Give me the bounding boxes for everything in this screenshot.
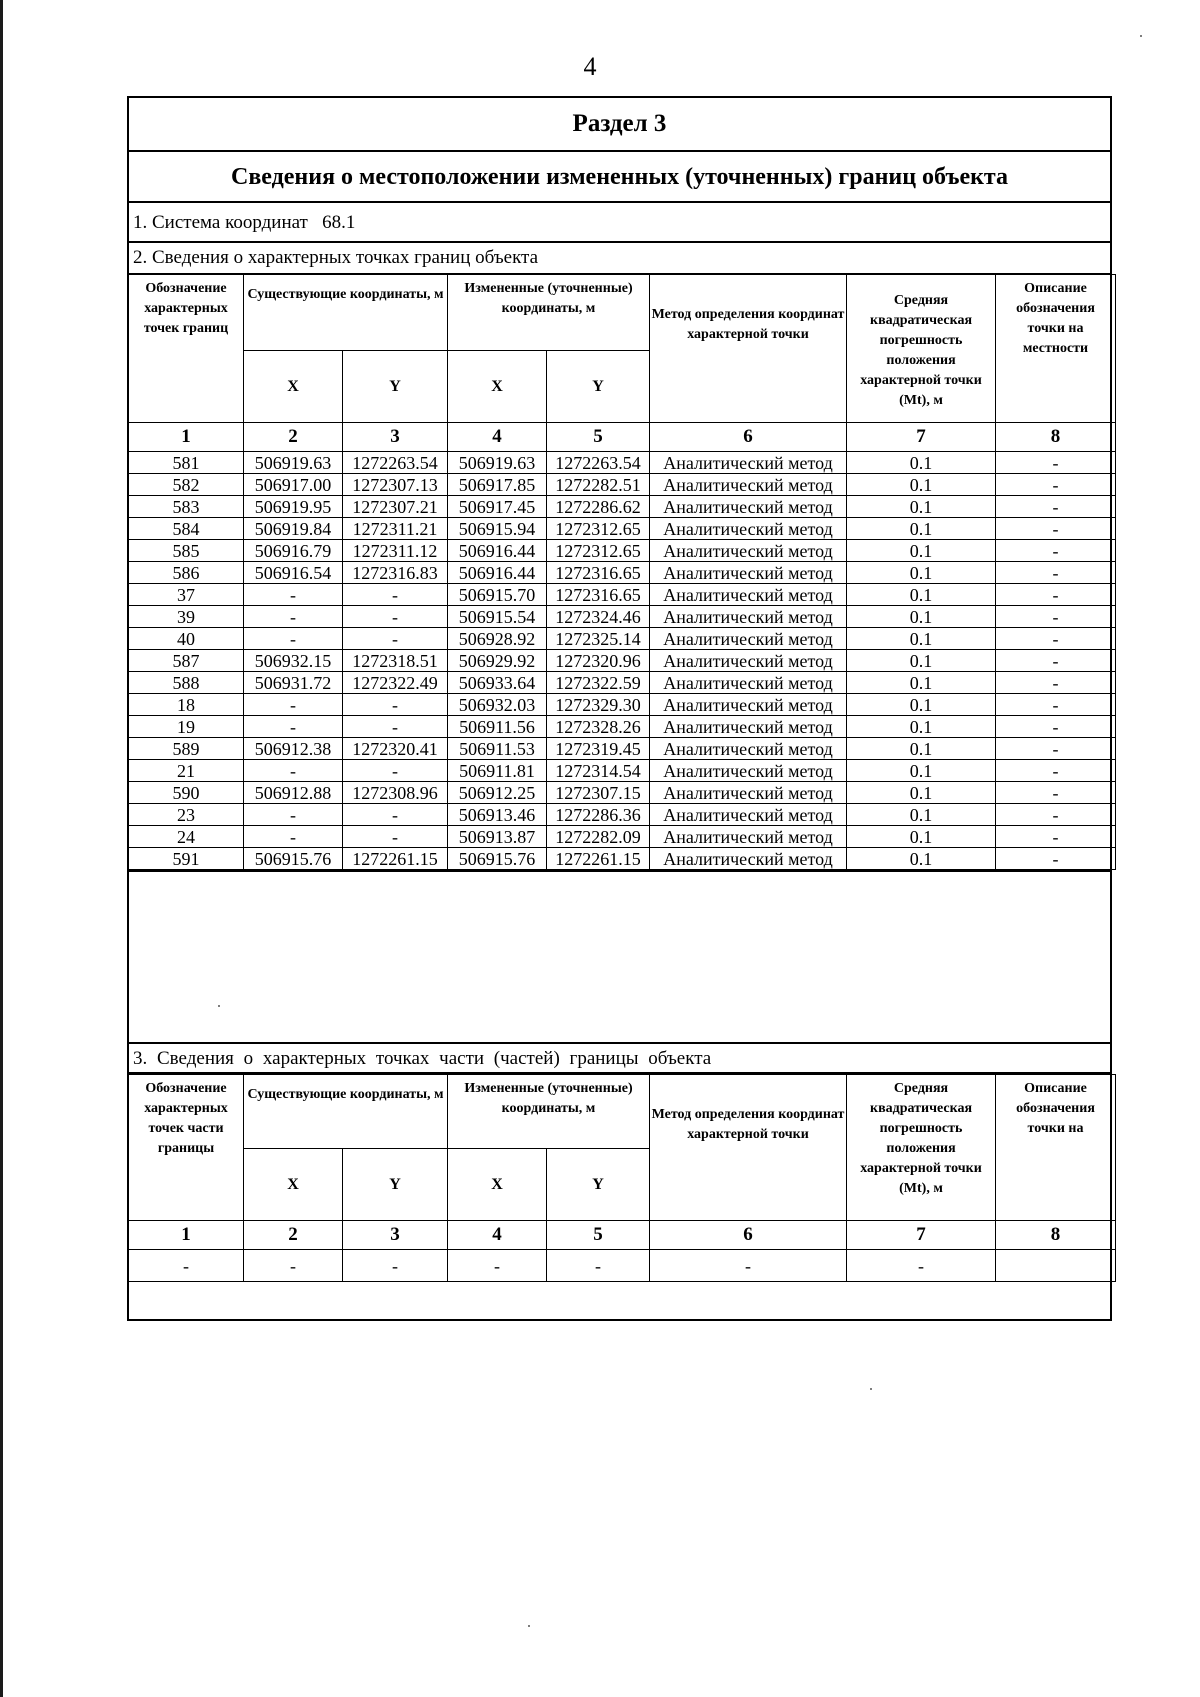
description-cell: - <box>996 452 1116 474</box>
point-id-cell: 24 <box>129 826 244 848</box>
point-id-cell: 582 <box>129 474 244 496</box>
table-row <box>129 716 1116 738</box>
coordinate-system-row <box>129 203 1110 243</box>
error-cell: 0.1 <box>847 650 996 672</box>
changed-x-cell: 506929.92 <box>448 650 547 672</box>
error-cell: 0.1 <box>847 540 996 562</box>
changed-y-cell: 1272322.59 <box>547 672 650 694</box>
scan-edge <box>0 0 3 1697</box>
description-cell: - <box>996 606 1116 628</box>
error-cell: 0.1 <box>847 518 996 540</box>
error-cell: 0.1 <box>847 782 996 804</box>
method-cell: Аналитический метод <box>650 496 847 518</box>
existing-y-cell: - <box>343 826 448 848</box>
existing-x-cell: - <box>244 826 343 848</box>
point-id-cell: 585 <box>129 540 244 562</box>
scan-speck <box>870 1388 872 1390</box>
table-row <box>129 562 1116 584</box>
existing-y-cell: 1272316.83 <box>343 562 448 584</box>
point-id-cell: 23 <box>129 804 244 826</box>
header-changed-x: X <box>448 351 547 423</box>
header-changed-coordinates: Измененные (уточненные) координаты, м <box>448 1075 650 1149</box>
header-existing-x: X <box>244 1149 343 1221</box>
changed-x-cell: 506917.85 <box>448 474 547 496</box>
existing-x-cell: 506917.00 <box>244 474 343 496</box>
table-row <box>129 650 1116 672</box>
method-cell: Аналитический метод <box>650 562 847 584</box>
description-cell: - <box>996 716 1116 738</box>
section-frame <box>127 96 1112 1321</box>
changed-x-cell: 506913.46 <box>448 804 547 826</box>
point-id-cell: 583 <box>129 496 244 518</box>
error-cell: 0.1 <box>847 562 996 584</box>
coordinate-system-value: 68.1 <box>322 212 356 233</box>
description-cell: - <box>996 694 1116 716</box>
column-number: 5 <box>547 423 650 452</box>
method-cell: Аналитический метод <box>650 826 847 848</box>
table1-caption: 2. Сведения о характерных точках границ объекта <box>129 243 1110 275</box>
changed-y-cell: 1272316.65 <box>547 562 650 584</box>
existing-y-cell: 1272311.21 <box>343 518 448 540</box>
header-existing-x: X <box>244 351 343 423</box>
changed-y-cell: 1272261.15 <box>547 848 650 870</box>
section-subtitle: Сведения о местоположении измененных (уточненных) границ объекта <box>129 152 1110 203</box>
description-cell: - <box>996 672 1116 694</box>
point-id-cell: 588 <box>129 672 244 694</box>
boundary-points-table <box>128 274 1116 870</box>
changed-y-cell: 1272286.36 <box>547 804 650 826</box>
description-cell: - <box>996 848 1116 870</box>
table-row <box>129 628 1116 650</box>
point-id-cell: 587 <box>129 650 244 672</box>
changed-y-cell: 1272329.30 <box>547 694 650 716</box>
error-cell: 0.1 <box>847 760 996 782</box>
column-number: 1 <box>129 1221 244 1250</box>
description-cell: - <box>996 628 1116 650</box>
existing-y-cell: - <box>343 760 448 782</box>
column-number: 6 <box>650 423 847 452</box>
column-number: 8 <box>996 423 1116 452</box>
point-id-cell: 590 <box>129 782 244 804</box>
method-cell: Аналитический метод <box>650 848 847 870</box>
error-cell: 0.1 <box>847 716 996 738</box>
error-cell: 0.1 <box>847 848 996 870</box>
method-cell: Аналитический метод <box>650 540 847 562</box>
table-row <box>129 540 1116 562</box>
changed-x-cell: 506915.70 <box>448 584 547 606</box>
header-existing-coordinates: Существующие координаты, м <box>244 1075 448 1149</box>
changed-x-cell: - <box>448 1250 547 1282</box>
existing-x-cell: 506912.38 <box>244 738 343 760</box>
error-cell: 0.1 <box>847 606 996 628</box>
column-number: 8 <box>996 1221 1116 1250</box>
header-point-description: Описание обозначения точки на местности <box>996 275 1116 423</box>
existing-y-cell: 1272322.49 <box>343 672 448 694</box>
column-number: 2 <box>244 1221 343 1250</box>
method-cell: Аналитический метод <box>650 694 847 716</box>
error-cell: 0.1 <box>847 584 996 606</box>
error-cell: 0.1 <box>847 738 996 760</box>
table-row <box>129 672 1116 694</box>
method-cell: Аналитический метод <box>650 474 847 496</box>
changed-y-cell: 1272312.65 <box>547 518 650 540</box>
point-id-cell: 18 <box>129 694 244 716</box>
changed-y-cell: 1272328.26 <box>547 716 650 738</box>
changed-y-cell: 1272324.46 <box>547 606 650 628</box>
point-id-cell: 40 <box>129 628 244 650</box>
error-cell: - <box>847 1250 996 1282</box>
description-cell: - <box>996 760 1116 782</box>
table-row <box>129 474 1116 496</box>
existing-y-cell: - <box>343 584 448 606</box>
header-existing-coordinates: Существующие координаты, м <box>244 275 448 351</box>
changed-x-cell: 506933.64 <box>448 672 547 694</box>
method-cell: Аналитический метод <box>650 628 847 650</box>
existing-x-cell: 506919.84 <box>244 518 343 540</box>
section-title: Раздел 3 <box>129 98 1110 152</box>
method-cell: Аналитический метод <box>650 760 847 782</box>
error-cell: 0.1 <box>847 474 996 496</box>
column-number: 3 <box>343 423 448 452</box>
changed-y-cell: - <box>547 1250 650 1282</box>
changed-y-cell: 1272282.51 <box>547 474 650 496</box>
table-row <box>129 1250 1116 1282</box>
column-number: 1 <box>129 423 244 452</box>
header-changed-coordinates: Измененные (уточненные) координаты, м <box>448 275 650 351</box>
coordinate-system-label: 1. Система координат <box>133 212 308 233</box>
table-row <box>129 738 1116 760</box>
point-id-cell: - <box>129 1250 244 1282</box>
existing-y-cell: 1272311.12 <box>343 540 448 562</box>
changed-y-cell: 1272316.65 <box>547 584 650 606</box>
error-cell: 0.1 <box>847 496 996 518</box>
error-cell: 0.1 <box>847 672 996 694</box>
existing-x-cell: 506916.79 <box>244 540 343 562</box>
existing-x-cell: 506912.88 <box>244 782 343 804</box>
column-number: 4 <box>448 1221 547 1250</box>
column-number: 6 <box>650 1221 847 1250</box>
point-id-cell: 591 <box>129 848 244 870</box>
method-cell: Аналитический метод <box>650 518 847 540</box>
existing-x-cell: 506916.54 <box>244 562 343 584</box>
table-row <box>129 518 1116 540</box>
existing-x-cell: 506932.15 <box>244 650 343 672</box>
existing-y-cell: - <box>343 694 448 716</box>
existing-y-cell: - <box>343 628 448 650</box>
existing-x-cell: - <box>244 1250 343 1282</box>
existing-y-cell: 1272261.15 <box>343 848 448 870</box>
table2-caption: 3. Сведения о характерных точках части (частей) границы объекта <box>129 1042 1110 1074</box>
existing-x-cell: 506919.63 <box>244 452 343 474</box>
method-cell: Аналитический метод <box>650 716 847 738</box>
table-row <box>129 496 1116 518</box>
existing-y-cell: 1272307.21 <box>343 496 448 518</box>
column-number-row <box>129 423 1116 452</box>
header-point-designation: Обозначение характерных точек границ <box>129 275 244 423</box>
description-cell: - <box>996 782 1116 804</box>
description-cell: - <box>996 540 1116 562</box>
table-row <box>129 782 1116 804</box>
scan-speck <box>218 1005 220 1007</box>
existing-y-cell: - <box>343 804 448 826</box>
column-number: 7 <box>847 423 996 452</box>
changed-x-cell: 506911.53 <box>448 738 547 760</box>
changed-x-cell: 506915.54 <box>448 606 547 628</box>
existing-x-cell: - <box>244 716 343 738</box>
description-cell: - <box>996 562 1116 584</box>
existing-x-cell: 506931.72 <box>244 672 343 694</box>
changed-x-cell: 506912.25 <box>448 782 547 804</box>
scan-speck <box>1140 35 1142 37</box>
changed-y-cell: 1272314.54 <box>547 760 650 782</box>
table-row <box>129 804 1116 826</box>
changed-y-cell: 1272312.65 <box>547 540 650 562</box>
changed-y-cell: 1272307.15 <box>547 782 650 804</box>
description-cell: - <box>996 518 1116 540</box>
scan-speck <box>528 1625 530 1627</box>
existing-x-cell: - <box>244 804 343 826</box>
header-changed-y: Y <box>547 351 650 423</box>
boundary-part-points-table <box>128 1074 1116 1282</box>
column-number-row <box>129 1221 1116 1250</box>
point-id-cell: 37 <box>129 584 244 606</box>
existing-x-cell: - <box>244 606 343 628</box>
method-cell: - <box>650 1250 847 1282</box>
existing-y-cell: 1272318.51 <box>343 650 448 672</box>
description-cell: - <box>996 474 1116 496</box>
error-cell: 0.1 <box>847 804 996 826</box>
header-existing-y: Y <box>343 1149 448 1221</box>
changed-x-cell: 506919.63 <box>448 452 547 474</box>
changed-y-cell: 1272263.54 <box>547 452 650 474</box>
existing-x-cell: 506919.95 <box>244 496 343 518</box>
changed-y-cell: 1272320.96 <box>547 650 650 672</box>
table-row <box>129 694 1116 716</box>
changed-x-cell: 506916.44 <box>448 540 547 562</box>
existing-y-cell: - <box>343 716 448 738</box>
method-cell: Аналитический метод <box>650 584 847 606</box>
description-cell: - <box>996 584 1116 606</box>
table-row <box>129 826 1116 848</box>
existing-y-cell: 1272307.13 <box>343 474 448 496</box>
error-cell: 0.1 <box>847 694 996 716</box>
column-number: 4 <box>448 423 547 452</box>
changed-x-cell: 506932.03 <box>448 694 547 716</box>
existing-y-cell: - <box>343 1250 448 1282</box>
header-part-point-designation: Обозначение характерных точек части границы <box>129 1075 244 1221</box>
method-cell: Аналитический метод <box>650 672 847 694</box>
existing-y-cell: - <box>343 606 448 628</box>
changed-x-cell: 506913.87 <box>448 826 547 848</box>
changed-y-cell: 1272286.62 <box>547 496 650 518</box>
changed-x-cell: 506911.56 <box>448 716 547 738</box>
existing-x-cell: 506915.76 <box>244 848 343 870</box>
point-id-cell: 581 <box>129 452 244 474</box>
method-cell: Аналитический метод <box>650 804 847 826</box>
changed-y-cell: 1272282.09 <box>547 826 650 848</box>
header-changed-y: Y <box>547 1149 650 1221</box>
existing-y-cell: 1272263.54 <box>343 452 448 474</box>
existing-x-cell: - <box>244 760 343 782</box>
existing-x-cell: - <box>244 694 343 716</box>
method-cell: Аналитический метод <box>650 738 847 760</box>
point-id-cell: 589 <box>129 738 244 760</box>
existing-y-cell: 1272308.96 <box>343 782 448 804</box>
changed-y-cell: 1272319.45 <box>547 738 650 760</box>
changed-y-cell: 1272325.14 <box>547 628 650 650</box>
description-cell: - <box>996 496 1116 518</box>
method-cell: Аналитический метод <box>650 452 847 474</box>
header-mean-square-error: Средняя квадратическая погрешность положения характерной точки (Mt), м <box>847 1075 996 1221</box>
changed-x-cell: 506916.44 <box>448 562 547 584</box>
changed-x-cell: 506928.92 <box>448 628 547 650</box>
description-cell: - <box>996 738 1116 760</box>
changed-x-cell: 506915.76 <box>448 848 547 870</box>
table-row <box>129 760 1116 782</box>
table-row <box>129 452 1116 474</box>
error-cell: 0.1 <box>847 628 996 650</box>
column-number: 3 <box>343 1221 448 1250</box>
error-cell: 0.1 <box>847 452 996 474</box>
header-mean-square-error: Средняя квадратическая погрешность положения характерной точки (Mt), м <box>847 275 996 423</box>
point-id-cell: 586 <box>129 562 244 584</box>
description-cell <box>996 1250 1116 1282</box>
column-number: 5 <box>547 1221 650 1250</box>
header-point-description: Описание обозначения точки на <box>996 1075 1116 1221</box>
header-existing-y: Y <box>343 351 448 423</box>
existing-x-cell: - <box>244 628 343 650</box>
header-method: Метод определения координат характерной точки <box>650 1075 847 1221</box>
method-cell: Аналитический метод <box>650 606 847 628</box>
description-cell: - <box>996 804 1116 826</box>
column-number: 7 <box>847 1221 996 1250</box>
point-id-cell: 19 <box>129 716 244 738</box>
table-row <box>129 848 1116 870</box>
method-cell: Аналитический метод <box>650 782 847 804</box>
blank-area <box>129 870 1110 1042</box>
description-cell: - <box>996 650 1116 672</box>
error-cell: 0.1 <box>847 826 996 848</box>
existing-y-cell: 1272320.41 <box>343 738 448 760</box>
changed-x-cell: 506917.45 <box>448 496 547 518</box>
header-changed-x: X <box>448 1149 547 1221</box>
method-cell: Аналитический метод <box>650 650 847 672</box>
page-number: 4 <box>583 52 597 81</box>
table-row <box>129 606 1116 628</box>
description-cell: - <box>996 826 1116 848</box>
changed-x-cell: 506911.81 <box>448 760 547 782</box>
column-number: 2 <box>244 423 343 452</box>
changed-x-cell: 506915.94 <box>448 518 547 540</box>
existing-x-cell: - <box>244 584 343 606</box>
table-row <box>129 584 1116 606</box>
point-id-cell: 39 <box>129 606 244 628</box>
point-id-cell: 584 <box>129 518 244 540</box>
point-id-cell: 21 <box>129 760 244 782</box>
header-method: Метод определения координат характерной точки <box>650 275 847 423</box>
